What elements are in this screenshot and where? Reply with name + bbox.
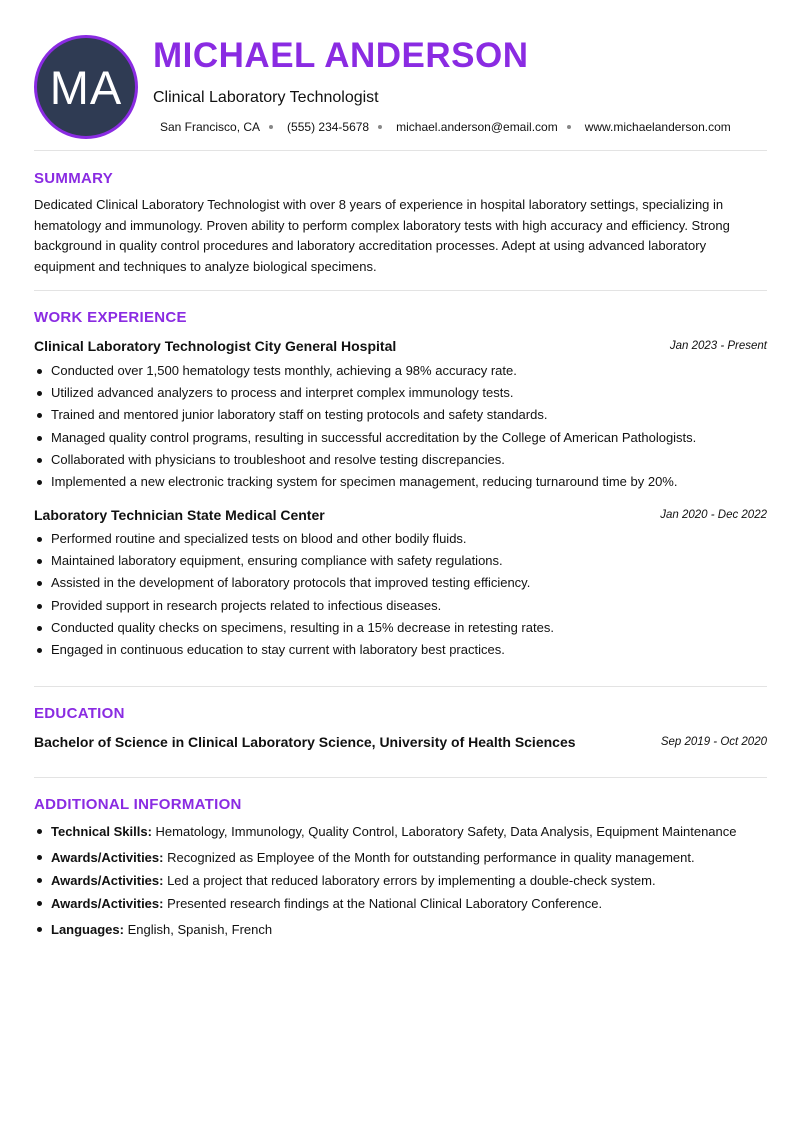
item-label: Awards/Activities: xyxy=(51,896,164,911)
avatar xyxy=(34,35,138,139)
item-text: Recognized as Employee of the Month for outstanding performance in quality management. xyxy=(163,850,695,865)
item-text: English, Spanish, French xyxy=(123,922,273,937)
list-item: Provided support in research projects related to infectious diseases. xyxy=(34,595,774,617)
item-label: Awards/Activities: xyxy=(51,850,164,865)
contact-email[interactable]: michael.anderson@email.com xyxy=(396,120,558,134)
education-heading: EDUCATION xyxy=(34,705,125,722)
job-title: Clinical Laboratory Technologist City General Hospital xyxy=(34,338,397,354)
job-bullets xyxy=(34,528,774,661)
item-label: Technical Skills: xyxy=(51,824,152,839)
divider xyxy=(34,777,767,778)
candidate-name: MICHAEL ANDERSON xyxy=(153,36,529,75)
list-item xyxy=(34,820,774,843)
list-item xyxy=(34,869,774,892)
additional-heading: ADDITIONAL INFORMATION xyxy=(34,796,242,813)
item-text: Hematology, Immunology, Quality Control, Laboratory Safety, Data Analysis, Equipment Maintenance xyxy=(151,824,737,839)
list-item: Conducted over 1,500 hematology tests monthly, achieving a 98% accuracy rate. xyxy=(34,360,774,382)
list-item: Conducted quality checks on specimens, resulting in a 15% decrease in retesting rates. xyxy=(34,617,774,639)
separator-dot xyxy=(567,125,571,129)
list-item: Assisted in the development of laboratory protocols that improved testing efficiency. xyxy=(34,572,774,594)
separator-dot xyxy=(378,125,382,129)
item-text: Presented research findings at the National Clinical Laboratory Conference. xyxy=(163,896,603,911)
list-item: Performed routine and specialized tests on blood and other bodily fluids. xyxy=(34,528,774,550)
list-item: Engaged in continuous education to stay current with laboratory best practices. xyxy=(34,639,774,661)
contact-location: San Francisco, CA xyxy=(160,120,261,134)
item-text: Led a project that reduced laboratory errors by implementing a double-check system. xyxy=(163,873,656,888)
avatar-initials: MA xyxy=(49,60,123,114)
item-label: Languages: xyxy=(51,922,124,937)
divider xyxy=(34,150,767,151)
list-item: Utilized advanced analyzers to process and interpret complex immunology tests. xyxy=(34,382,774,404)
item-label: Awards/Activities: xyxy=(51,873,164,888)
list-item xyxy=(34,846,774,869)
job-role: Clinical Laboratory Technologist xyxy=(153,89,379,106)
list-item: Trained and mentored junior laboratory staff on testing protocols and safety standards. xyxy=(34,404,774,426)
job-title: Laboratory Technician State Medical Center xyxy=(34,507,325,523)
summary-heading: SUMMARY xyxy=(34,170,114,187)
job-dates: Jan 2020 - Dec 2022 xyxy=(660,509,767,521)
list-item xyxy=(34,918,774,941)
list-item: Implemented a new electronic tracking system for specimen management, reducing turnaround time by 20%. xyxy=(34,471,774,493)
separator-dot xyxy=(269,125,273,129)
contact-website[interactable]: www.michaelanderson.com xyxy=(584,120,731,134)
experience-heading: WORK EXPERIENCE xyxy=(34,309,187,326)
job-header xyxy=(34,507,767,525)
list-item: Managed quality control programs, resulting in successful accreditation by the College of American Pathologists. xyxy=(34,427,774,449)
education-dates: Sep 2019 - Oct 2020 xyxy=(660,736,767,748)
list-item: Collaborated with physicians to troubleshoot and resolve testing discrepancies. xyxy=(34,449,774,471)
job-bullets xyxy=(34,360,774,493)
list-item: Maintained laboratory equipment, ensuring compliance with safety regulations. xyxy=(34,550,774,572)
divider xyxy=(34,686,767,687)
summary-text: Dedicated Clinical Laboratory Technologist with over 8 years of experience in hospital laboratory settings, specializing in hematology and immunology. Proven ability to perform complex laboratory tests with high accuracy and efficiency. Strong background in quality control procedures and laboratory accreditation processes. Adept at using advanced laboratory equipment and techniques to analyze biological specimens. xyxy=(34,197,730,274)
additional-list xyxy=(34,820,774,941)
job-dates: Jan 2023 - Present xyxy=(669,340,767,352)
education-entry xyxy=(34,734,767,752)
contact-line xyxy=(160,120,731,134)
contact-phone: (555) 234-5678 xyxy=(287,120,370,134)
job-header xyxy=(34,338,767,356)
degree: Bachelor of Science in Clinical Laboratory Science, University of Health Sciences xyxy=(34,734,576,750)
list-item xyxy=(34,892,774,915)
divider xyxy=(34,290,767,291)
